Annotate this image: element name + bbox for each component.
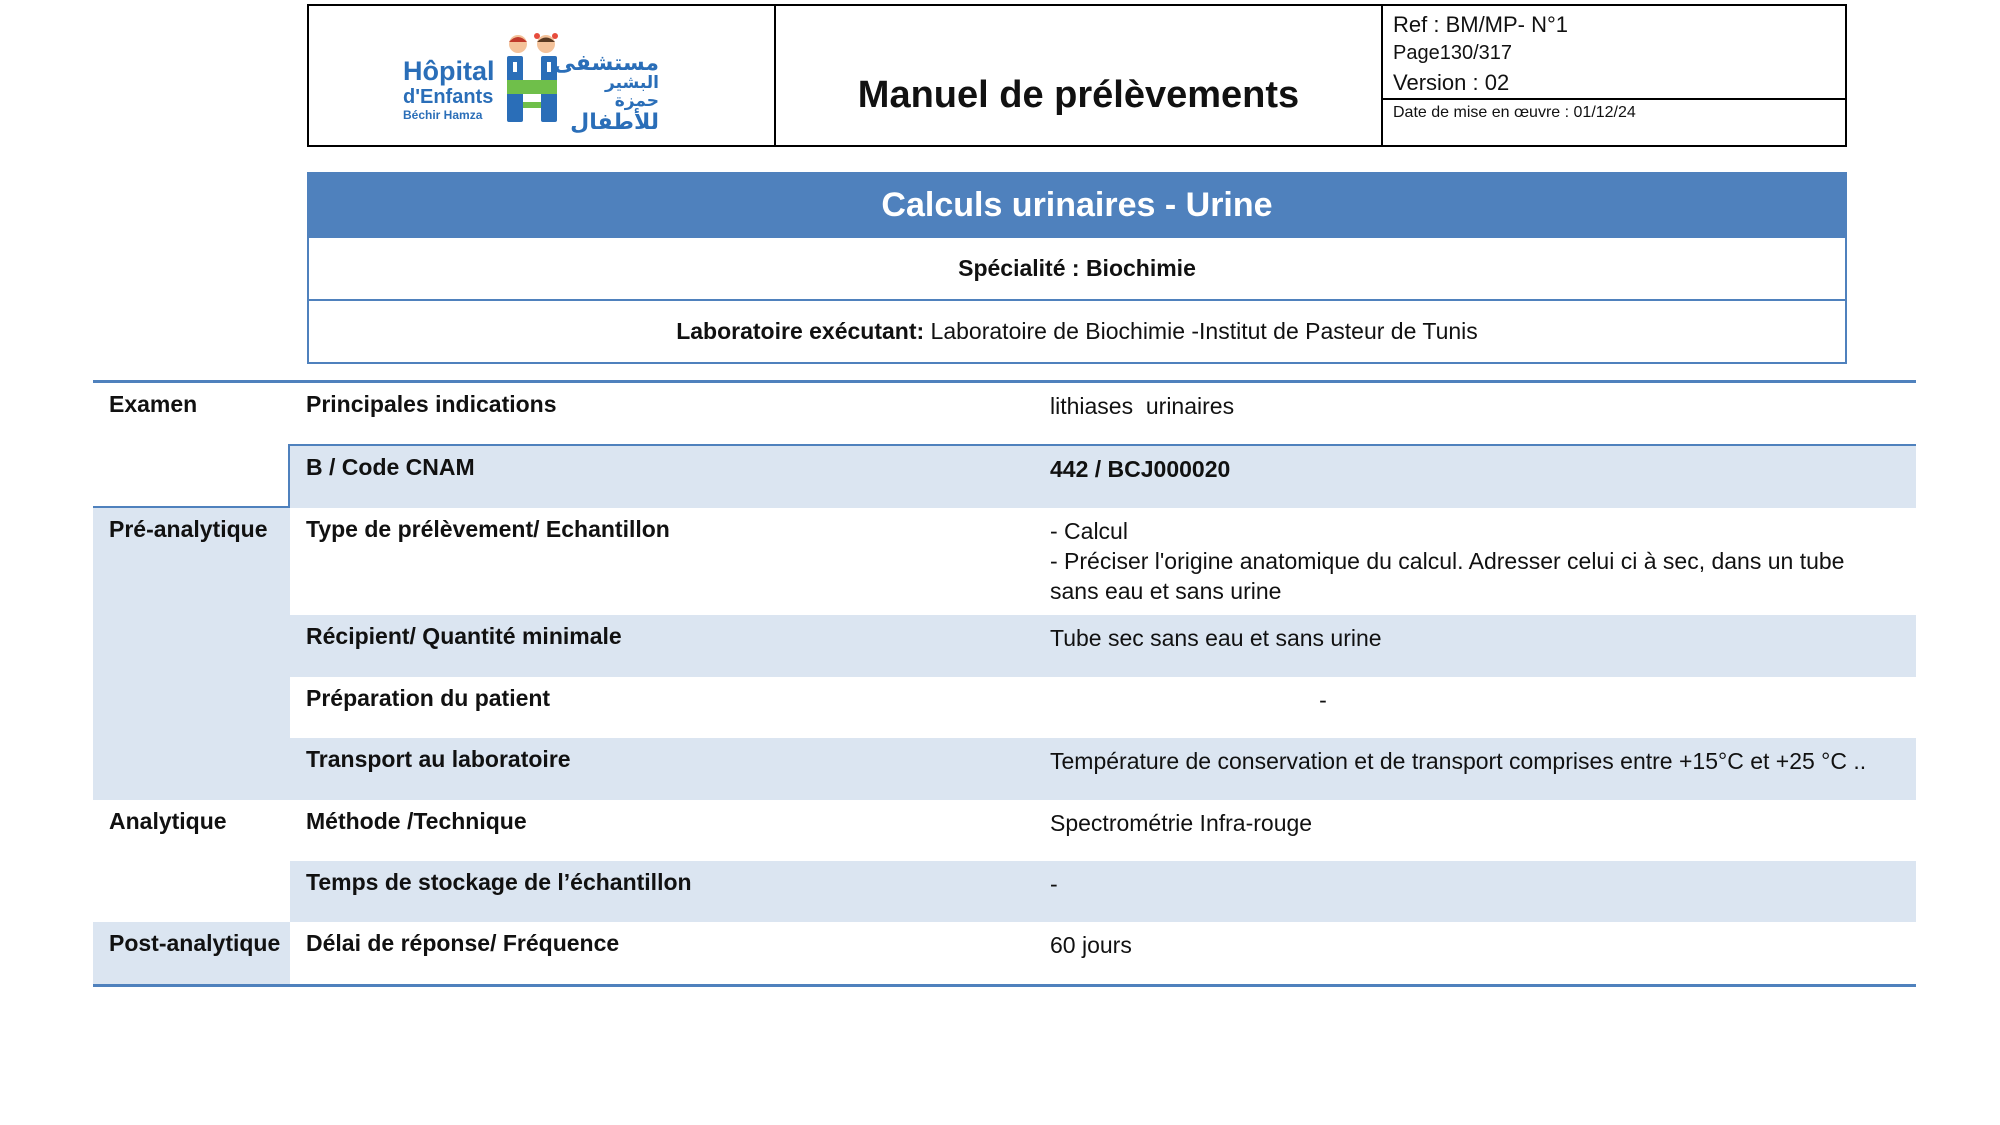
- value-line: Spectrométrie Infra-rouge: [1050, 810, 1313, 836]
- value-line: - Préciser l'origine anatomique du calcul. Adresser celui ci à sec, dans un tube: [1050, 548, 1845, 574]
- section-cell: [93, 861, 290, 922]
- laboratory-value: Laboratoire de Biochimie -Institut de Pasteur de Tunis: [924, 318, 1478, 344]
- section-cell: Analytique: [109, 808, 227, 834]
- section-cell: [93, 444, 290, 508]
- section-cell: Examen: [109, 391, 198, 417]
- logo-ar-line-2: البشير حمزة: [605, 73, 659, 111]
- logo-line-2: d'Enfants: [403, 86, 494, 108]
- table-row: [93, 383, 1916, 444]
- specialty-row: [309, 236, 1845, 299]
- section-cell: Pré-analytique: [93, 508, 290, 615]
- parameter-label: Transport au laboratoire: [290, 738, 1050, 800]
- parameter-value: [1050, 615, 1916, 677]
- table-row: [93, 615, 1916, 677]
- logo-ar-line-3: للأطفال: [570, 109, 659, 135]
- parameter-value: [1050, 383, 1916, 444]
- logo-line-3: Béchir Hamza: [403, 108, 483, 122]
- value-line: Température de conservation et de transport comprises entre +15°C et +25 °C ..: [1050, 748, 1867, 774]
- section-cell: [93, 738, 290, 800]
- logo-arabic-text: [553, 51, 659, 135]
- page-number: Page130/317: [1393, 42, 1513, 64]
- logo-french-text: [403, 58, 495, 121]
- parameter-label: B / Code CNAM: [290, 446, 1050, 508]
- version-number: Version : 02: [1393, 70, 1510, 95]
- reference-number: Ref : BM/MP- N°1: [1393, 12, 1569, 37]
- value-line: 442 / BCJ000020: [1050, 456, 1231, 482]
- laboratory-row: [309, 299, 1845, 362]
- laboratory-label: Laboratoire exécutant:: [676, 318, 925, 344]
- logo-line-1: Hôpital: [403, 56, 495, 86]
- parameter-value: [1050, 508, 1916, 615]
- specialty-label: Spécialité : Biochimie: [958, 255, 1196, 281]
- value-line: 60 jours: [1050, 932, 1132, 958]
- parameter-value: [1050, 800, 1916, 861]
- table-row: [93, 922, 1916, 984]
- table-row: [93, 508, 1916, 615]
- value-line: -: [1050, 871, 1058, 897]
- hospital-logo-cell: [309, 6, 776, 145]
- parameter-value: [1050, 446, 1916, 508]
- value-line: lithiases urinaires: [1050, 393, 1235, 419]
- table-row: [93, 677, 1916, 738]
- value-line: sans eau et sans urine: [1050, 578, 1282, 604]
- parameter-value: [1050, 861, 1916, 922]
- document-header: [307, 4, 1847, 147]
- exam-title: Calculs urinaires - Urine: [309, 174, 1845, 236]
- parameter-label: Préparation du patient: [306, 685, 551, 711]
- value-line: -: [1319, 687, 1327, 713]
- table-row: [93, 800, 1916, 861]
- hospital-logo-icon: [503, 32, 563, 131]
- parameter-label: Type de prélèvement/ Echantillon: [306, 516, 670, 542]
- exam-banner: [307, 172, 1847, 364]
- section-cell: [93, 677, 290, 738]
- section-cell: Post-analytique: [93, 922, 290, 984]
- parameter-label: Temps de stockage de l’échantillon: [290, 861, 1050, 922]
- value-line: - Calcul: [1050, 518, 1128, 544]
- parameter-value: [1050, 738, 1916, 800]
- effective-date: Date de mise en œuvre : 01/12/24: [1393, 104, 1636, 121]
- section-cell: [93, 615, 290, 677]
- parameter-label: Méthode /Technique: [306, 808, 527, 834]
- parameter-label: Principales indications: [306, 391, 557, 417]
- logo-ar-line-1: مستشفى: [553, 51, 659, 76]
- parameter-label: Récipient/ Quantité minimale: [290, 615, 1050, 677]
- document-title: Manuel de prélèvements: [776, 6, 1383, 145]
- document-meta: [1383, 6, 1845, 145]
- parameter-label: Délai de réponse/ Fréquence: [306, 930, 620, 956]
- value-line: Tube sec sans eau et sans urine: [1050, 625, 1382, 651]
- exam-details-table: [93, 380, 1916, 987]
- table-row: [93, 444, 1916, 508]
- parameter-value: [1050, 677, 1916, 738]
- parameter-value: [1050, 922, 1916, 984]
- table-row: [93, 861, 1916, 922]
- table-row: [93, 738, 1916, 800]
